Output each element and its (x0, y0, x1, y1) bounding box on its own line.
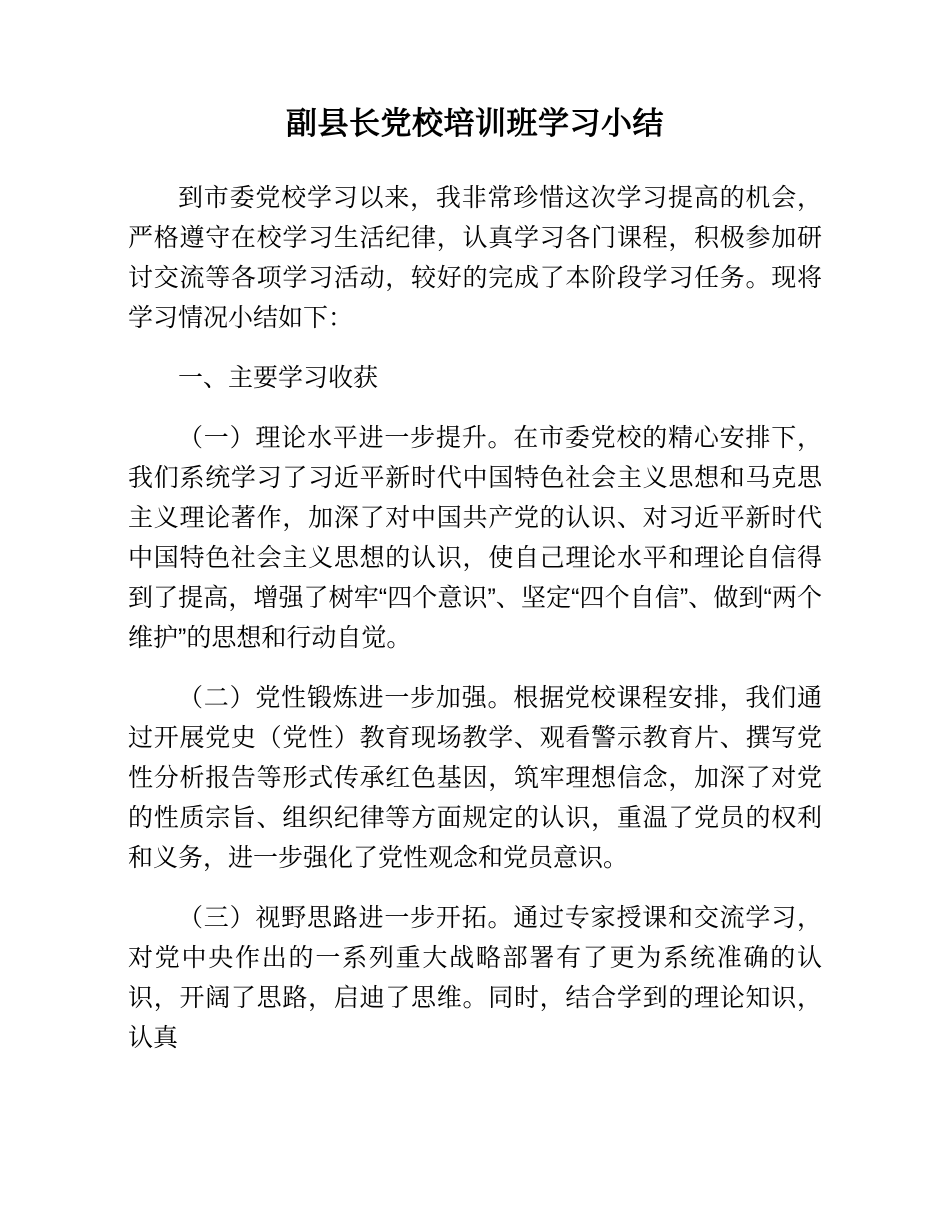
subsection-one-paragraph: （一）理论水平进一步提升。在市委党校的精心安排下，我们系统学习了习近平新时代中国特色社会主义思想和马克思主义理论著作，加深了对中国共产党的认识、对习近平新时代中国特色社会主义思想的认识，使自己理论水平和理论自信得到了提高，增强了树牢“四个意识”、坚定“四个自信”、做到“两个维护”的思想和行动自觉。 (128, 424, 822, 652)
document-text-column (128, 0, 822, 1058)
subsection-two-paragraph: （二）党性锻炼进一步加强。根据党校课程安排，我们通过开展党史（党性）教育现场教学、观看警示教育片、撰写党性分析报告等形式传承红色基因，筑牢理想信念，加深了对党的性质宗旨、组织纪律等方面规定的认识，重温了党员的权利和义务，进一步强化了党性观念和党员意识。 (128, 684, 822, 872)
subsection-three-paragraph: （三）视野思路进一步开拓。通过专家授课和交流学习，对党中央作出的一系列重大战略部署有了更为系统准确的认识，开阔了思路，启迪了思维。同时，结合学到的理论知识，认真 (128, 904, 822, 1052)
intro-paragraph: 到市委党校学习以来，我非常珍惜这次学习提高的机会，严格遵守在校学习生活纪律，认真学习各门课程，积极参加研讨交流等各项学习活动，较好的完成了本阶段学习任务。现将学习情况小结如下： (128, 184, 822, 332)
section-heading-one: 一、主要学习收获 (178, 364, 379, 392)
page-title: 副县长党校培训班学习小结 (286, 106, 664, 141)
